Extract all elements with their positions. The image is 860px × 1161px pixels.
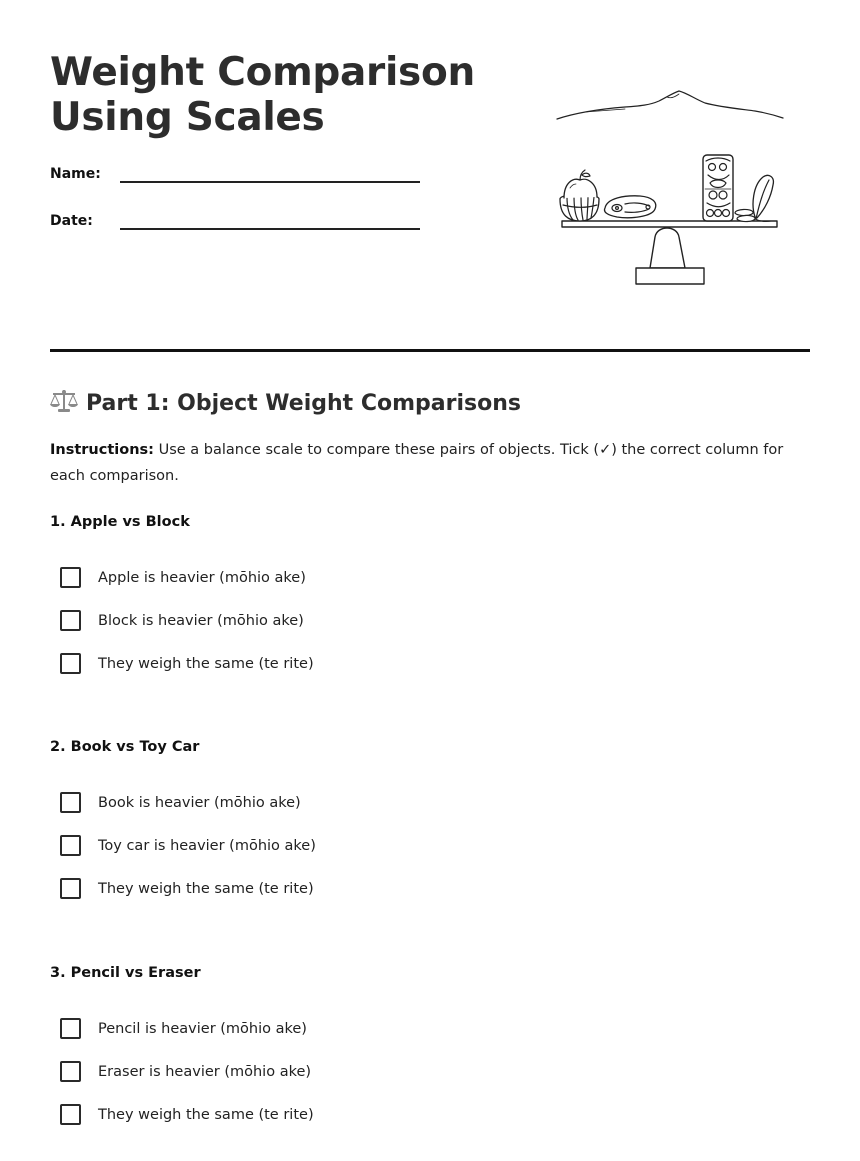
part1-heading [50,388,521,420]
part1-title: Part 1: Object Weight Comparisons [86,391,521,416]
checkbox[interactable] [60,1061,81,1082]
option-label: Apple is heavier (mōhio ake) [98,570,306,586]
scale-pivot [650,228,685,268]
question-heading: 3. Pencil vs Eraser [50,965,201,981]
option-label: Toy car is heavier (mōhio ake) [98,838,316,854]
checkbox[interactable] [60,835,81,856]
date-input-line[interactable] [120,228,420,230]
section-divider [50,349,810,352]
mountain-outline-icon [557,91,783,119]
option-label: Eraser is heavier (mōhio ake) [98,1064,312,1080]
carved-pou-icon [703,155,733,221]
scale-base [636,268,704,284]
option-label: Block is heavier (mōhio ake) [98,613,304,629]
title-line-1: Weight Comparison [50,50,475,95]
checkbox[interactable] [60,1104,81,1125]
worksheet-page [50,0,810,1161]
instructions-text: Use a balance scale to compare these pairs of objects. Tick (✓) the correct column for each comparison. [50,442,784,484]
option-label: Book is heavier (mōhio ake) [98,795,301,811]
question-1 [50,512,810,672]
oval-stone-icon [605,196,656,218]
name-field [50,166,420,196]
question-3 [50,963,810,1123]
checkbox[interactable] [60,878,81,899]
option-label: Pencil is heavier (mōhio ake) [98,1021,307,1037]
date-label: Date: [50,213,93,229]
stones-icon [735,209,755,221]
checkbox[interactable] [60,610,81,631]
title-line-2: Using Scales [50,95,325,140]
feather-icon [753,175,773,221]
option-label: They weigh the same (te rite) [98,1107,314,1123]
balance-scale-illustration-icon [555,85,785,290]
checkbox[interactable] [60,792,81,813]
checkbox[interactable] [60,1018,81,1039]
name-label: Name: [50,166,101,182]
question-2 [50,737,810,897]
question-heading: 1. Apple vs Block [50,514,190,530]
page-title [50,50,475,140]
kete-basket-icon [560,170,599,221]
question-heading: 2. Book vs Toy Car [50,739,200,755]
option-label: They weigh the same (te rite) [98,656,314,672]
instructions [50,437,810,489]
instructions-label: Instructions: [50,442,154,458]
checkbox[interactable] [60,567,81,588]
option-label: They weigh the same (te rite) [98,881,314,897]
balance-scale-icon [50,388,78,414]
checkbox[interactable] [60,653,81,674]
date-field [50,213,420,243]
name-input-line[interactable] [120,181,420,183]
